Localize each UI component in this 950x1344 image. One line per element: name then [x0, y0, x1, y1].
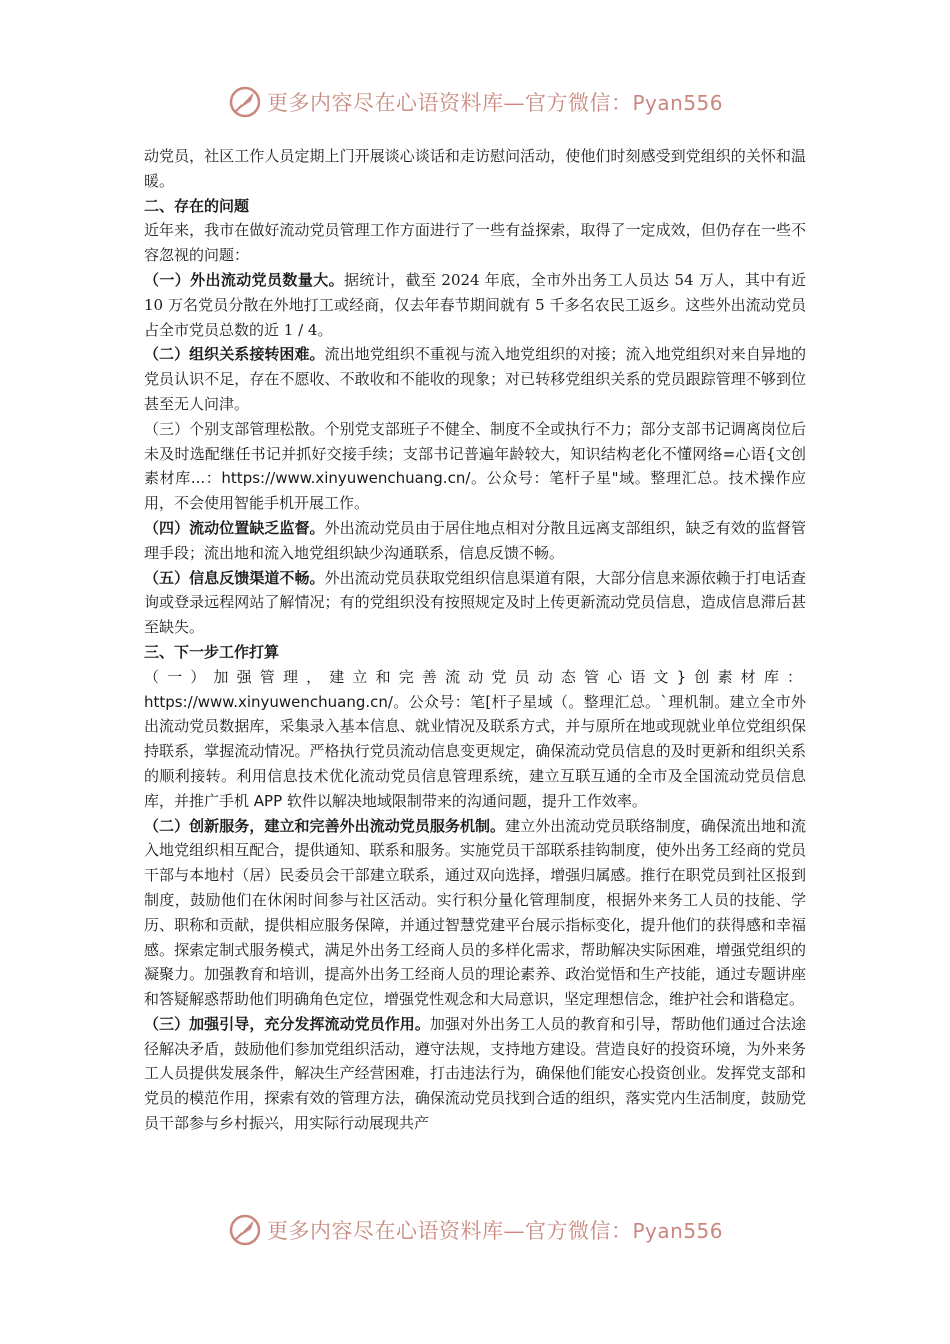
paragraph: （二）创新服务，建立和完善外出流动党员服务机制。建立外出流动党员联络制度，确保流出地和流入地党组织相互配合，提供通知、联系和服务。实施党员干部联系挂钩制度，使外出务工经商的党员干部与本地村（居）民委员会干部建立联系，通过双向选择，增强归属感。推行在职党员到社区报到制度，鼓励他们在休闲时间参与社区活动。实行积分量化管理制度，根据外来务工人员的技能、学历、职称和贡献，提供相应服务保障，并通过智慧党建平台展示指标变化，提升他们的获得感和幸福感。探索定制式服务模式，满足外出务工经商人员的多样化需求，帮助解决实际困难，增强党组织的凝聚力。加强教育和培训，提高外出务工经商人员的理论素养、政治觉悟和生产技能，通过专题讲座和答疑解惑帮助他们明确角色定位，增强党性观念和大局意识，坚定理想信念，维护社会和谐稳定。 [144, 816, 806, 1009]
paragraph: （五）信息反馈渠道不畅。外出流动党员获取党组织信息渠道有限，大部分信息来源依赖于打电话查询或登录远程网站了解情况；有的党组织没有按照规定及时上传更新流动党员信息，造成信息滞后甚至缺失。 [144, 568, 806, 637]
banner-text: 更多内容尽在心语资料库—官方微信：Pyan556 [266, 1219, 723, 1243]
paragraph: （一）外出流动党员数量大。据统计，截至 2024 年底，全市外出务工人员达 54 万人，其中有近 10 万名党员分散在外地打工或经商，仅去年春节期间就有 5 千多名农民工返乡。这些外出流动党员占全市党员总数的近 1 / 4。 [144, 270, 806, 339]
paragraph: 近年来，我市在做好流动党员管理工作方面进行了一些有益探索，取得了一定成效，但仍存在一些不容忽视的问题： [144, 221, 806, 265]
header-watermark-banner [0, 82, 950, 122]
footer-watermark-banner [0, 1210, 950, 1250]
document-body [144, 144, 806, 1136]
section-heading: 三、下一步工作打算 [144, 642, 280, 661]
banner-text: 更多内容尽在心语资料库—官方微信：Pyan556 [266, 91, 723, 115]
paragraph: （四）流动位置缺乏监督。外出流动党员由于居住地点相对分散且远离支部组织，缺乏有效的监督管理手段；流出地和流入地党组织缺少沟通联系，信息反馈不畅。 [144, 518, 806, 562]
paragraph: （二）组织关系接转困难。流出地党组织不重视与流入地党组织的对接；流入地党组织对来自异地的党员认识不足，存在不愿收、不敢收和不能收的现象；对已转移党组织关系的党员跟踪管理不够到位甚至无人问津。 [144, 345, 806, 413]
paragraph: （三）加强引导，充分发挥流动党员作用。加强对外出务工人员的教育和引导，帮助他们通过合法途径解决矛盾，鼓励他们参加党组织活动，遵守法规，支持地方建设。营造良好的投资环境，为外来务工人员提供发展条件，解决生产经营困难，打击违法行为，确保他们能安心投资创业。发挥党支部和党员的模范作用，探索有效的管理方法，确保流动党员找到合适的组织，落实党内生活制度，鼓励党员干部参与乡村振兴，用实际行动展现共产 [144, 1014, 806, 1133]
paragraph: （三）个别支部管理松散。个别党支部班子不健全、制度不全或执行不力；部分支部书记调离岗位后未及时选配继任书记并抓好交接手续；支部书记普遍年龄较大，知识结构老化不懂网络=心语{文创素材库...：https://www.xinyuwenchuang.cn/。公众号：笔杆子星"域。整理汇总。技术操作应用，不会使用智能手机开展工作。 [144, 419, 806, 513]
section-heading: 二、存在的问题 [144, 196, 250, 215]
quill-logo-icon [227, 84, 263, 120]
quill-logo-icon [227, 1212, 263, 1248]
paragraph: （一）加强管理，建立和完善流动党员动态管心语文}创素材库：https://www.xinyuwenchuang.cn/。公众号：笔[杆子星域（。整理汇总。`理机制。建立全市外出流动党员数据库，采集录入基本信息、就业情况及联系方式，并与原所在地或现就业单位党组织保持联系，掌握流动情况。严格执行党员流动信息变更规定，确保流动党员信息的及时更新和组织关系的顺利接转。利用信息技术优化流动党员信息管理系统，建立互联互通的全市及全国流动党员信息库，并推广手机 APP 软件以解决地域限制带来的沟通问题，提升工作效率。 [144, 667, 806, 810]
paragraph: 动党员，社区工作人员定期上门开展谈心谈话和走访慰问活动，使他们时刻感受到党组织的关怀和温暖。 [144, 147, 806, 190]
